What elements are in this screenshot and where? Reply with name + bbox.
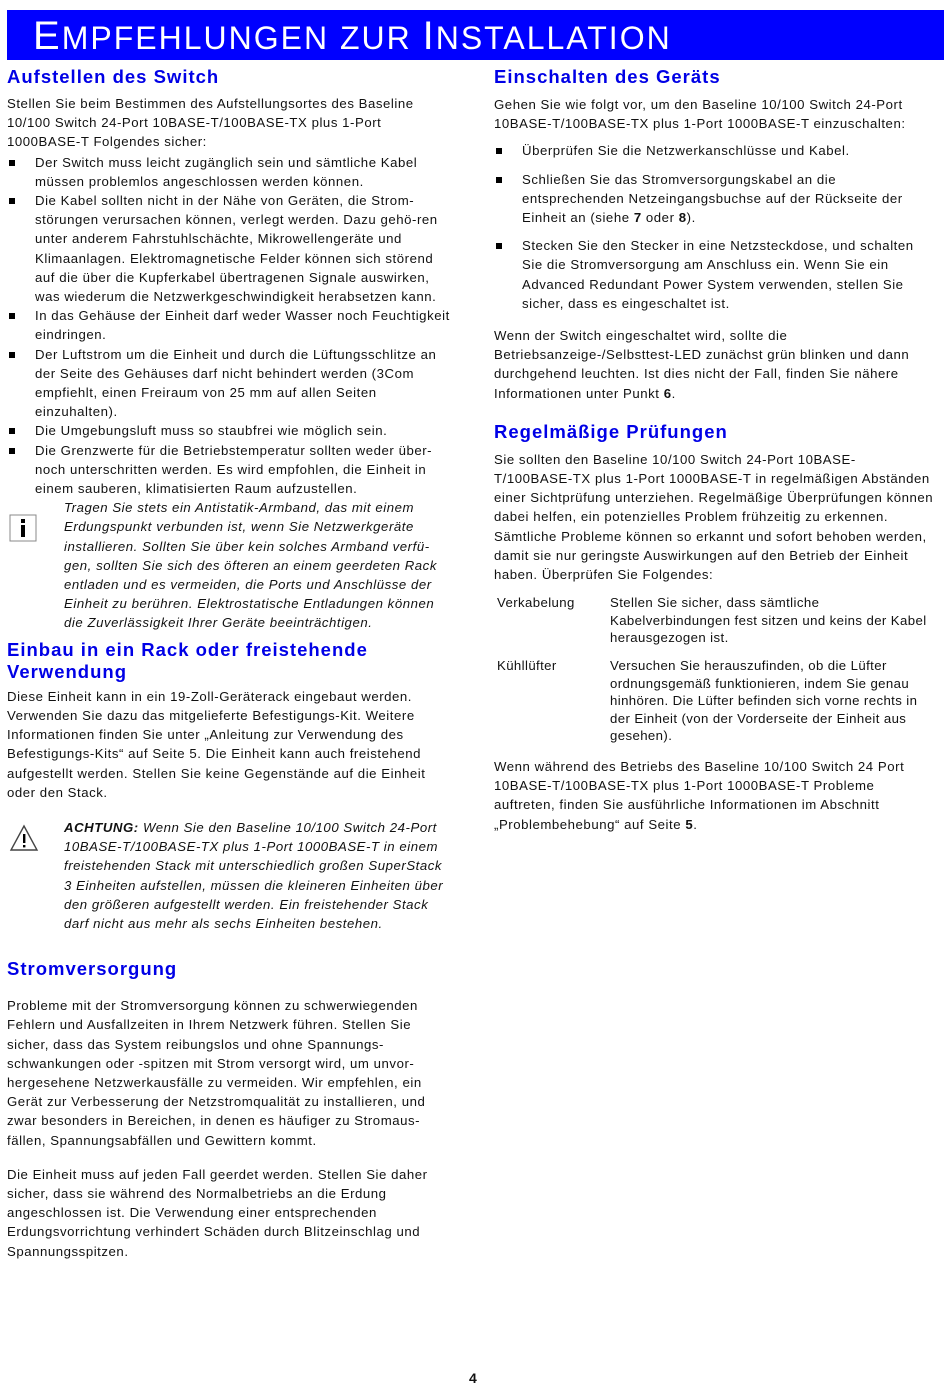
info-icon	[9, 514, 37, 547]
section-heading-stromversorgung: Stromversorgung	[7, 958, 178, 980]
table-row	[494, 657, 934, 755]
section-heading-aufstellen: Aufstellen des Switch	[7, 66, 220, 87]
bullet-icon	[9, 313, 15, 319]
left-column	[7, 66, 453, 1261]
info-note: Tragen Sie stets ein Antistatik-Armband, das mit einem Erdungspunkt verbunden ist, wenn Sie Netzwerkgeräte installieren. Sollten Sie über kein solches Armband verfü-gen, sollten Sie sich des öfteren an einem geerdeten Rack entladen und es vermeiden, die Ports und Anschlüsse der Einheit zu berühren. Elektrostatische Entladungen können die Zuverlässigkeit Ihrer Geräte beeinträchtigen.	[7, 498, 453, 632]
section-heading-pruefungen: Regelmäßige Prüfungen	[494, 420, 728, 442]
table-row	[494, 594, 934, 657]
list-item: Der Switch muss leicht zugänglich sein und sämtliche Kabel müssen problemlos angeschlossen werden können.	[7, 153, 453, 191]
title-bar	[7, 10, 944, 60]
pruefungen-closing: Wenn während des Betriebs des Baseline 10/100 Switch 24 Port 10BASE-T/100BASE-TX plus 1-Port 1000BASE-T Probleme auftreten, finden Sie ausführliche Informationen im Abschnitt „Problembehebung“ auf Seite 5.	[494, 759, 905, 832]
checks-table	[494, 594, 934, 755]
bullet-icon	[496, 148, 502, 154]
list-item: Die Grenzwerte für die Betriebstemperatur sollten weder über- noch unterschritten werden. Es wird empfohlen, die Einheit in einem sauberen, klimatisierten Raum aufzustellen.	[7, 441, 453, 499]
strom-text-1: Probleme mit der Stromversorgung können zu schwerwiegenden Fehlern und Ausfallzeiten in Ihrem Netzwerk führen. Stellen Sie sicher, dass das System reibungslos und ohne Spannungs-schwankungen oder -spitzen mit Strom versorgt wird, um unvor-hergesehene Netzwerkausfälle zu vermeiden. Wir empfehlen, ein Gerät zur Verbesserung der Netzstromqualität zu installieren, und zwar besonders in Bereichen, in denen es häufiger zu Stromaus-fällen, Spannungsabfällen und Gewittern kommt.	[7, 998, 426, 1148]
check-item: Verkabelung	[497, 595, 575, 611]
check-desc: Versuchen Sie herauszufinden, ob die Lüfter ordnungsgemäß funktionieren, indem Sie genau hinhören. Die Lüfter befinden sich vorne rechts in der Einheit (von der Vorderseite der Einheit aus gesehen).	[610, 658, 918, 744]
right-column	[494, 66, 934, 834]
strom-text-2: Die Einheit muss auf jeden Fall geerdet werden. Stellen Sie daher sicher, dass sie während des Normalbetriebs an die Erdung angeschlossen ist. Die Verwendung einer entsprechenden Erdungsvorrichtung verhindert Schäden durch Blitzeinschlag und Spannungsspitzen.	[7, 1166, 428, 1259]
section-heading-einschalten: Einschalten des Geräts	[494, 66, 721, 87]
list-item: Der Luftstrom um die Einheit und durch die Lüftungsschlitze an der Seite des Gehäuses darf nicht behindert werden (3Com empfiehlt, einen Freiraum von 25 mm auf allen Seiten einzuhalten).	[7, 345, 453, 422]
list-item: Stecken Sie den Stecker in eine Netzsteckdose, und schalten Sie die Stromversorgung am Anschluss ein. Wenn Sie ein Advanced Redundant Power System verwenden, stellen Sie sicher, dass es eingeschaltet ist.	[494, 236, 934, 313]
list-item: Die Kabel sollten nicht in der Nähe von Geräten, die Strom-störungen verursachen können, verlegt werden. Dazu gehö-ren unter anderem Fahrstuhlschächte, Mikrowellengeräte und Klimaanlagen. Elektromagnetische Felder können sich störend auf die über die Kupferkabel übertragenen Signale auswirken, was wiederum die Netzwerkgeschwindigkeit herabsetzen kann.	[7, 191, 453, 306]
bullet-icon	[496, 243, 502, 249]
section-heading-einbau: Einbau in ein Rack oder freistehende Verwendung	[7, 638, 368, 682]
bullet-icon	[9, 428, 15, 434]
page-number: 4	[469, 1370, 477, 1386]
einbau-text: Diese Einheit kann in ein 19-Zoll-Geräterack eingebaut werden. Verwenden Sie dazu das mitgelieferte Befestigungs-Kit. Weitere Informationen finden Sie unter „Anleitung zur Verwendung des Befestigungs-Kits“ auf Seite 5. Die Einheit kann auch freistehend aufgestellt werden. Stellen Sie keine Gegenstände auf die Einheit oder den Stack.	[7, 688, 426, 800]
bullet-icon	[496, 177, 502, 183]
warning-icon	[9, 824, 39, 857]
page-title: EMPFEHLUNGEN ZUR INSTALLATION	[33, 14, 672, 58]
bullet-icon	[9, 198, 15, 204]
check-item: Kühllüfter	[497, 658, 557, 674]
pruefungen-text: Sie sollten den Baseline 10/100 Switch 24-Port 10BASE-T/100BASE-TX plus 1-Port 1000BASE-T in regelmäßigen Abständen einer Sichtprüfung unterziehen. Regelmäßige Überprüfungen können dabei helfen, ein potenzielles Problem frühzeitig zu erkennen. Sämtliche Probleme können so erkannt und sofort behoben werden, damit sie nur geringste Auswirkungen auf den Betrieb der Einheit haben. Überprüfen Sie Folgendes:	[494, 451, 934, 583]
check-desc: Stellen Sie sicher, dass sämtliche Kabelverbindungen fest sitzen und keins der Kabel herausgezogen ist.	[610, 595, 927, 646]
bullet-icon	[9, 448, 15, 454]
einschalten-after: Wenn der Switch eingeschaltet wird, sollte die Betriebsanzeige-/Selbsttest-LED zunächst grün blinken und dann durchgehend leuchten. Ist dies nicht der Fall, finden Sie nähere Informationen unter Punkt 6.	[494, 328, 910, 401]
bullet-icon	[9, 160, 15, 166]
einschalten-bullets	[494, 141, 934, 313]
aufstellen-bullets	[7, 153, 453, 499]
list-item: Schließen Sie das Stromversorgungskabel an die entsprechenden Netzeingangsbuchse auf der Rückseite der Einheit an (siehe 7 oder 8).	[494, 170, 934, 228]
list-item: Die Umgebungsluft muss so staubfrei wie möglich sein.	[7, 421, 453, 440]
list-item: Überprüfen Sie die Netzwerkanschlüsse und Kabel.	[494, 141, 934, 160]
einschalten-intro: Gehen Sie wie folgt vor, um den Baseline 10/100 Switch 24-Port 10BASE-T/100BASE-TX plus 1-Port 1000BASE-T einzuschalten:	[494, 97, 906, 132]
list-item: In das Gehäuse der Einheit darf weder Wasser noch Feuchtigkeit eindringen.	[7, 306, 453, 344]
aufstellen-intro: Stellen Sie beim Bestimmen des Aufstellungsortes des Baseline 10/100 Switch 24-Port 10BASE-T/100BASE-TX plus 1-Port 1000BASE-T Folgendes sicher:	[7, 96, 414, 150]
warning-note: ACHTUNG: Wenn Sie den Baseline 10/100 Switch 24-Port 10BASE-T/100BASE-TX plus 1-Port 1000BASE-T in einem freistehenden Stack mit unterschiedlich großen SuperStack 3 Einheiten aufstellen, müssen die kleineren Einheiten über den größeren aufgestellt werden. Ein freistehender Stack darf nicht aus mehr als sechs Einheiten bestehen.	[7, 818, 453, 933]
bullet-icon	[9, 352, 15, 358]
